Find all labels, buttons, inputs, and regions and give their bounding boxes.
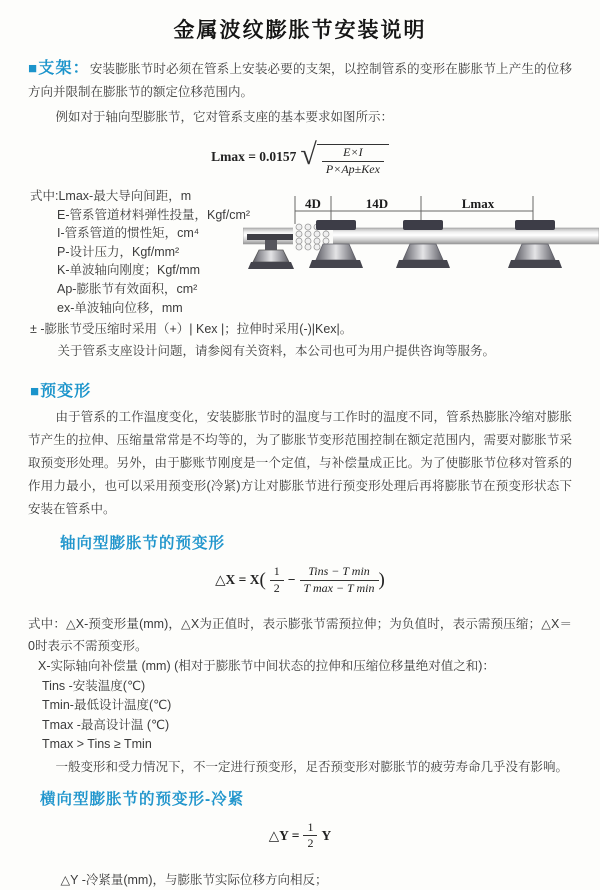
sign-note-text: ± -膨胀节受压缩时采用（+）| Kex |；拉伸时采用(-)|Kex|。: [30, 322, 353, 337]
definition-line: K-单波轴向刚度；Kgf/mm: [57, 263, 201, 278]
axial-closing-text: 一般变形和受力情况下，不一定进行预变形，足否预变形对膨胀节的疲劳寿命几乎没有影响。: [55, 759, 569, 774]
axial-items-list: [38, 657, 572, 755]
axial-item: Tmin-最低设计温度(℃): [42, 698, 172, 713]
frac-num: 1: [270, 565, 284, 581]
frac-den: 2: [273, 580, 280, 595]
definition-line: ex-单波轴向位移，mm: [57, 300, 183, 315]
definition-line: E-管系管道材料弹性投量，Kgf/cm²: [57, 207, 251, 222]
axial-item: X-实际轴向补偿量 (mm) (相对于膨胀节中间状态的拉伸和压缩位移量绝对值之和)：: [38, 659, 495, 674]
lateral-note-text: △Y -冷紧量(mm)，与膨胀节实际位移方向相反；: [60, 872, 328, 887]
consult-text: 关于管系支座设计问题，请参阅有关资料，本公司也可为用户提供咨询等服务。: [57, 344, 496, 359]
sqrt-body: [317, 144, 389, 177]
lmax-frac-den: P×Ap±Kex: [325, 161, 380, 176]
lateral-formula-lhs: △Y =: [268, 827, 300, 843]
pipe-support-diagram: [243, 194, 599, 290]
section-square-icon: ■: [28, 60, 38, 77]
definition-line: 式中:Lmax-最大导向间距，m: [30, 189, 192, 203]
anchor-support: [247, 234, 297, 269]
frac-num: Tins − T min: [300, 565, 379, 581]
axial-item: Tmax > Tins ≥ Tmin: [42, 737, 152, 752]
definition-line: Ap-膨胀节有效面积，cm²: [57, 281, 198, 296]
dim-label-4d: 4D: [305, 196, 321, 211]
axial-item: Tins -安装温度(℃): [42, 678, 146, 693]
axial-explain-text: 式中：△X-预变形量(mm)，△X为正值时，表示膨张节需预拉伸；为负值时，表示需预压缩；△X＝0时表示不需预变形。: [28, 617, 572, 654]
dim-label-lmax: Lmax: [461, 196, 495, 211]
lateral-formula: [0, 821, 600, 857]
section-square-icon: ■: [30, 383, 40, 401]
dim-label-14d: 14D: [365, 196, 389, 211]
open-paren: (: [259, 569, 266, 591]
sqrt-sign: √: [300, 138, 317, 171]
axial-item: Tmax -最高设计温 (℃): [42, 717, 170, 732]
sqrt-radical: [300, 138, 388, 177]
axial-formula: [0, 565, 600, 605]
axial-formula-lhs: △X = X: [215, 572, 260, 588]
half-fraction: [303, 821, 317, 852]
axial-subheading: 轴向型膨胀节的预变形: [60, 535, 226, 553]
preform-section-heading: [30, 378, 600, 401]
frac-den: T max − T min: [303, 580, 375, 595]
definition-line: I-管系管道的惯性矩，cm⁴: [57, 226, 200, 241]
definition-line: P-设计压力，Kgf/mm²: [57, 244, 180, 259]
frac-den: 2: [307, 836, 314, 851]
lmax-frac-num: E×I: [322, 146, 384, 162]
half-fraction: [270, 565, 284, 596]
close-paren: ): [378, 569, 385, 591]
support-intro-text: 安装膨胀节时必须在管系上安装必要的支架，以控制管系的变形在膨胀节上产生的位移方向并限制在膨胀节的额定位移范围内。: [28, 62, 572, 99]
lmax-formula: [0, 138, 600, 174]
lateral-formula-rhs: Y: [321, 827, 332, 843]
support-example-text: 例如对于轴向型膨胀节，它对管系支座的基本要求如图所示：: [55, 110, 394, 124]
lateral-subheading: 横向型膨胀节的预变形-冷紧: [40, 790, 245, 808]
temperature-fraction: [300, 565, 379, 596]
frac-num: 1: [303, 821, 317, 837]
preform-section-label: 预变形: [40, 383, 92, 401]
support-paragraph: [28, 57, 572, 104]
lmax-fraction: [322, 146, 384, 177]
lmax-formula-lhs: Lmax = 0.0157: [211, 148, 297, 164]
page-title: 金属波纹膨胀节安装说明: [173, 19, 427, 42]
preform-paragraph: 由于管系的工作温度变化，安装膨胀节时的温度与工作时的温度不同，管系热膨胀冷缩对膨胀节产生的拉伸、压缩量常常是不均等的，为了膨胀节变形范围控制在额定范围内，需要对膨胀节采取预变形处理。另外，由于膨账节刚度是一个定值，与补偿量成正比。为了使膨胀节位移对管系的作用力最小，也可以采用预变形(冷紧)方让对膨胀节进行预变形处理后再将膨胀节在预变形状态下安装在管系中。: [28, 410, 572, 517]
support-section-label: 支架：: [38, 60, 90, 77]
minus-sign: −: [287, 572, 296, 588]
